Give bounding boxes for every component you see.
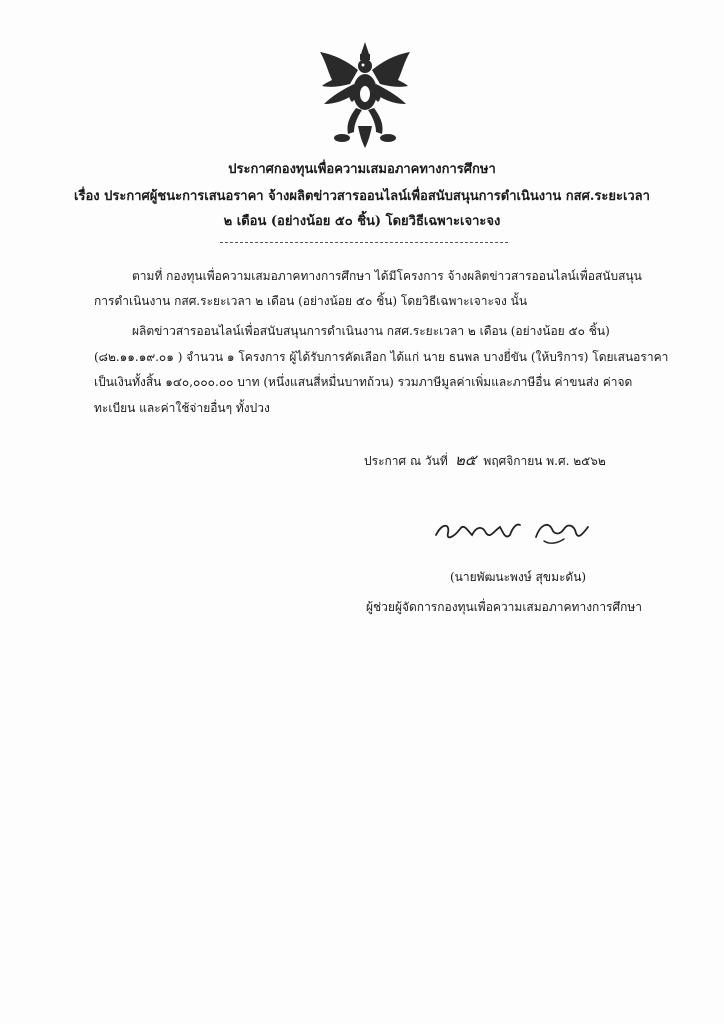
paragraph-1-line-2: การดำเนินงาน กสศ.ระยะเวลา ๒ เดือน (อย่างน้อย ๕๐ ชิ้น) โดยวิธีเฉพาะเจาะจง นั้น	[94, 294, 528, 308]
announcement-date	[364, 448, 606, 472]
announcement-day: ๒๕	[454, 451, 477, 469]
subject-line-1: เรื่อง ประกาศผู้ชนะการเสนอราคา จ้างผลิตข่าวสารออนไลน์เพื่อสนับสนุนการดำเนินงาน กสศ.ระยะเวลา	[74, 189, 650, 204]
document-title: ประกาศกองทุนเพื่อความเสมอภาคทางการศึกษา	[228, 162, 496, 177]
paragraph-2-line-3: เป็นเงินทั้งสิ้น ๑๔๐,๐๐๐.๐๐ บาท (หนึ่งแสนสี่หมื่นบาทถ้วน) รวมภาษีมูลค่าเพิ่มและภาษีอื่น ค่าขนส่ง ค่าจด	[94, 375, 633, 389]
garuda-emblem-icon	[318, 40, 412, 150]
paragraph-2-line-4: ทะเบียน และค่าใช้จ่ายอื่นๆ ทั้งปวง	[94, 401, 270, 415]
subject-line-2: ๒ เดือน (อย่างน้อย ๕๐ ชิ้น) โดยวิธีเฉพาะเจาะจง	[223, 214, 501, 229]
paragraph-2-line-2: (๘๒.๑๑.๑๙.๐๑ ) จำนวน ๑ โครงการ ผู้ได้รับการคัดเลือก ได้แก่ นาย ธนพล บางยี่ขัน (ให้บริการ) โดยเสนอราคา	[94, 350, 669, 364]
announcement-prefix: ประกาศ ณ วันที่	[364, 454, 448, 468]
paragraph-1-line-1: ตามที่ กองทุนเพื่อความเสมอภาคทางการศึกษา ได้มีโครงการ จ้างผลิตข่าวสารออนไลน์เพื่อสนับสนุน	[132, 269, 642, 283]
paragraph-2-line-1: ผลิตข่าวสารออนไลน์เพื่อสนับสนุนการดำเนินงาน กสศ.ระยะเวลา ๒ เดือน (อย่างน้อย ๕๐ ชิ้น)	[132, 324, 610, 338]
signer-title: ผู้ช่วยผู้จัดการกองทุนเพื่อความเสมอภาคทางการศึกษา	[366, 600, 643, 614]
divider	[220, 242, 508, 243]
announcement-month-year: พฤศจิกายน พ.ศ. ๒๕๖๒	[483, 454, 606, 468]
signature	[432, 505, 592, 555]
signer-name: (นายพัฒนะพงษ์ สุขมะดัน)	[450, 570, 587, 584]
